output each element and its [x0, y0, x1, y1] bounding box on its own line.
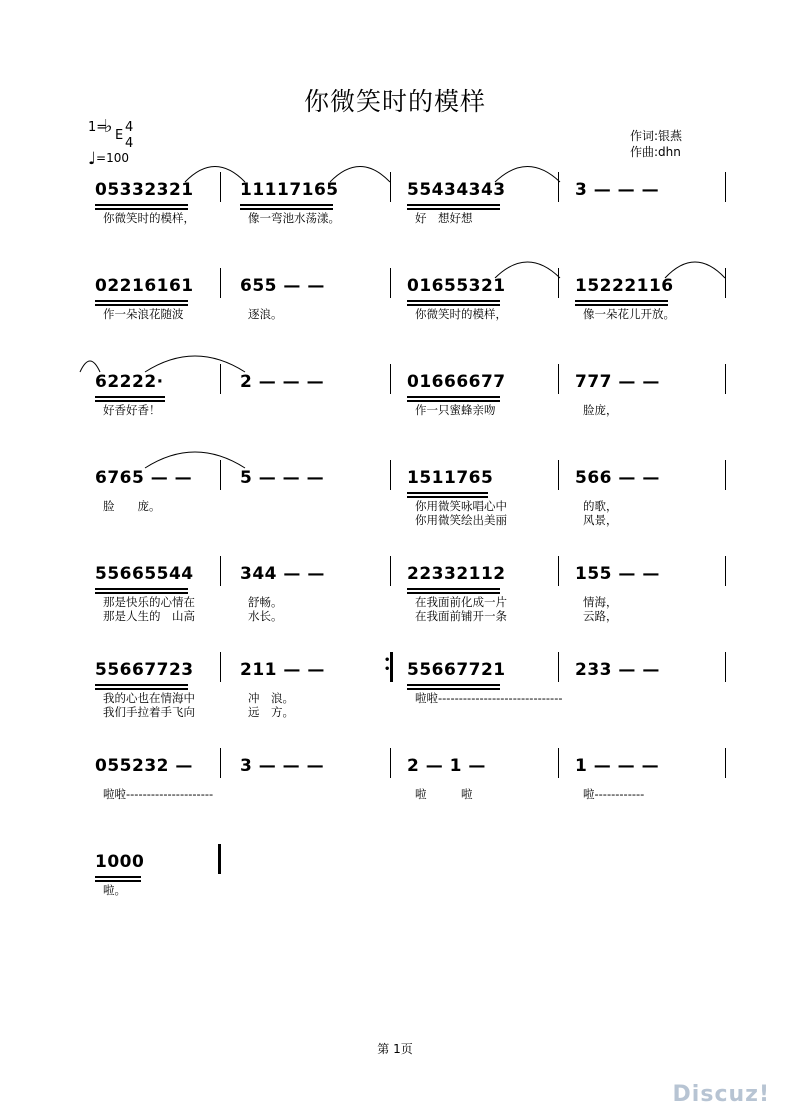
barline — [558, 460, 559, 490]
lyrics-line-1: 像一朵花儿开放。 — [583, 307, 675, 321]
lyrics-line-1: 你用微笑咏唱心中 — [415, 499, 507, 513]
barline — [390, 172, 391, 202]
measure-notes: 05332321 — [95, 180, 194, 200]
measure — [240, 372, 408, 442]
measure-notes: 344 — — — [240, 564, 325, 584]
barline — [725, 748, 726, 778]
note-beam — [407, 204, 500, 206]
barline — [558, 748, 559, 778]
barline — [725, 556, 726, 586]
barline — [725, 364, 726, 394]
measure — [407, 756, 575, 826]
repeat-barline — [390, 652, 393, 682]
score-system — [0, 756, 790, 846]
note-beam — [240, 204, 333, 206]
time-bottom: 4 — [125, 136, 134, 151]
lyrics-line-2: 我们手拉着手飞向 — [103, 705, 195, 719]
measure — [95, 372, 263, 442]
barline — [558, 172, 559, 202]
key-signature — [88, 116, 134, 151]
note-beam — [95, 396, 165, 398]
barline — [558, 556, 559, 586]
note-beam — [407, 300, 500, 302]
measure — [407, 372, 575, 442]
barline — [220, 364, 221, 394]
barline — [558, 364, 559, 394]
measure-notes: 2 — — — — [240, 372, 325, 392]
measure — [95, 564, 263, 634]
measure — [240, 660, 408, 730]
measure-notes: 777 — — — [575, 372, 660, 392]
score-system — [0, 276, 790, 366]
measure-notes: 02216161 — [95, 276, 194, 296]
lyrics-line-1: 啦 啦 — [415, 787, 473, 801]
lyrics-line-1: 作一只蜜蜂亲吻 — [415, 403, 496, 417]
tempo-mark — [88, 147, 129, 167]
measure — [575, 372, 743, 442]
measure-notes: 5 — — — — [240, 468, 325, 488]
note-beam — [407, 684, 500, 686]
measure-notes: 1000 — [95, 852, 145, 872]
song-title: 你微笑时的模样 — [303, 87, 486, 116]
measure-notes: 566 — — — [575, 468, 660, 488]
measure — [407, 468, 575, 538]
measure — [575, 276, 743, 346]
score-system — [0, 372, 790, 462]
flat-sign: ♭ — [104, 116, 113, 137]
lyrics-line-1: 啦啦--------------------- — [103, 787, 214, 801]
measure — [95, 276, 263, 346]
lyrics-line-2: 风景， — [583, 513, 618, 527]
barline — [220, 268, 221, 298]
measure-notes: 211 — — — [240, 660, 325, 680]
key-prefix: 1= — [88, 120, 108, 135]
tempo-value: =100 — [96, 151, 129, 165]
barline — [220, 748, 221, 778]
score-system — [0, 564, 790, 654]
measure-notes: 055232 — — [95, 756, 193, 776]
measure — [240, 276, 408, 346]
measure-notes: 55665544 — [95, 564, 194, 584]
measure — [575, 660, 743, 730]
measure — [575, 468, 743, 538]
barline — [220, 556, 221, 586]
measure-notes: 2 — 1 — — [407, 756, 486, 776]
barline — [390, 460, 391, 490]
final-barline — [218, 844, 221, 874]
lyrics-line-1: 冲 浪。 — [248, 691, 294, 705]
barline — [220, 172, 221, 202]
score-system — [0, 655, 790, 750]
measure-notes: 55667721 — [407, 660, 506, 680]
measure-notes: 655 — — — [240, 276, 325, 296]
credits — [630, 128, 682, 160]
barline — [390, 364, 391, 394]
lyrics-line-1: 好香好香！ — [103, 403, 161, 417]
barline — [558, 652, 559, 682]
lyrics-line-1: 的歌， — [583, 499, 618, 513]
note-beam — [407, 396, 500, 398]
page-number: 第 1页 — [377, 1042, 413, 1056]
note-beam — [95, 300, 188, 302]
note-beam — [407, 492, 488, 494]
lyrics-line-2: 水长。 — [248, 609, 283, 623]
measure — [95, 468, 263, 538]
lyrics-line-2: 那是人生的 山高 — [103, 609, 195, 623]
measure-notes: 01655321 — [407, 276, 506, 296]
measure-notes: 62222· — [95, 372, 164, 392]
note-beam — [575, 300, 668, 302]
measure-notes: 11117165 — [240, 180, 339, 200]
barline — [390, 268, 391, 298]
lyrics-line-1: 情海， — [583, 595, 618, 609]
lyricist: 作词:银燕 — [630, 129, 683, 143]
score-system — [0, 468, 790, 558]
lyrics-line-1: 像一弯池水荡漾。 — [248, 211, 340, 225]
measure — [95, 180, 263, 250]
measure — [407, 180, 575, 250]
key-note: E — [115, 128, 124, 143]
measure — [407, 660, 575, 730]
lyrics-line-1: 舒畅。 — [248, 595, 283, 609]
measure-notes: 3 — — — — [575, 180, 660, 200]
measure-notes: 1 — — — — [575, 756, 660, 776]
lyrics-line-2: 在我面前铺开一条 — [415, 609, 507, 623]
note-beam — [95, 876, 141, 878]
lyrics-line-1: 脸庞， — [583, 403, 618, 417]
measure-notes: 233 — — — [575, 660, 660, 680]
composer: 作曲:dhn — [630, 145, 681, 159]
measure — [240, 468, 408, 538]
measure — [407, 276, 575, 346]
lyrics-line-1: 好 想好想 — [415, 211, 473, 225]
barline — [725, 652, 726, 682]
note-beam — [95, 684, 188, 686]
measure — [240, 564, 408, 634]
lyrics-line-2: 你用微笑绘出美丽 — [415, 513, 507, 527]
measure-notes: 55434343 — [407, 180, 506, 200]
note-beam — [407, 588, 500, 590]
score-system — [0, 852, 790, 942]
note-beam — [95, 204, 188, 206]
lyrics-line-2: 云路， — [583, 609, 618, 623]
measure-notes: 01666677 — [407, 372, 506, 392]
lyrics-line-1: 啦。 — [103, 883, 126, 897]
lyrics-line-1: 你微笑时的模样， — [415, 307, 507, 321]
measure — [240, 756, 408, 826]
lyrics-line-1: 在我面前化成一片 — [415, 595, 507, 609]
measure — [407, 564, 575, 634]
barline — [725, 460, 726, 490]
measure-notes: 3 — — — — [240, 756, 325, 776]
repeat-dots: • • — [384, 655, 391, 675]
lyrics-line-1: 你微笑时的模样， — [103, 211, 195, 225]
lyrics-line-1: 脸 庞。 — [103, 499, 161, 513]
measure — [240, 180, 408, 250]
watermark-logo: Discuz! — [672, 1082, 770, 1107]
measure — [575, 180, 743, 250]
barline — [558, 268, 559, 298]
lyrics-line-1: 我的心也在情海中 — [103, 691, 195, 705]
measure-notes: 155 — — — [575, 564, 660, 584]
note-beam — [95, 588, 188, 590]
barline — [220, 460, 221, 490]
time-top: 4 — [125, 120, 134, 135]
barline — [220, 652, 221, 682]
measure-notes: 22332112 — [407, 564, 506, 584]
lyrics-line-2: 远 方。 — [248, 705, 294, 719]
measure — [95, 660, 263, 730]
barline — [390, 748, 391, 778]
measure-notes: 6765 — — — [95, 468, 193, 488]
lyrics-line-1: 作一朵浪花随波 — [103, 307, 184, 321]
measure-notes: 55667723 — [95, 660, 194, 680]
measure — [575, 756, 743, 826]
lyrics-line-1: 啦啦------------------------------ — [415, 691, 563, 705]
barline — [725, 268, 726, 298]
barline — [725, 172, 726, 202]
measure — [575, 564, 743, 634]
quarter-note-icon: ♩ — [88, 149, 97, 169]
lyrics-line-1: 啦------------ — [583, 787, 645, 801]
lyrics-line-1: 那是快乐的心情在 — [103, 595, 195, 609]
barline — [390, 556, 391, 586]
measure-notes: 15222116 — [575, 276, 674, 296]
lyrics-line-1: 逐浪。 — [248, 307, 283, 321]
measure-notes: 1511765 — [407, 468, 494, 488]
score-system — [0, 180, 790, 270]
measure — [95, 852, 263, 922]
measure — [95, 756, 263, 826]
